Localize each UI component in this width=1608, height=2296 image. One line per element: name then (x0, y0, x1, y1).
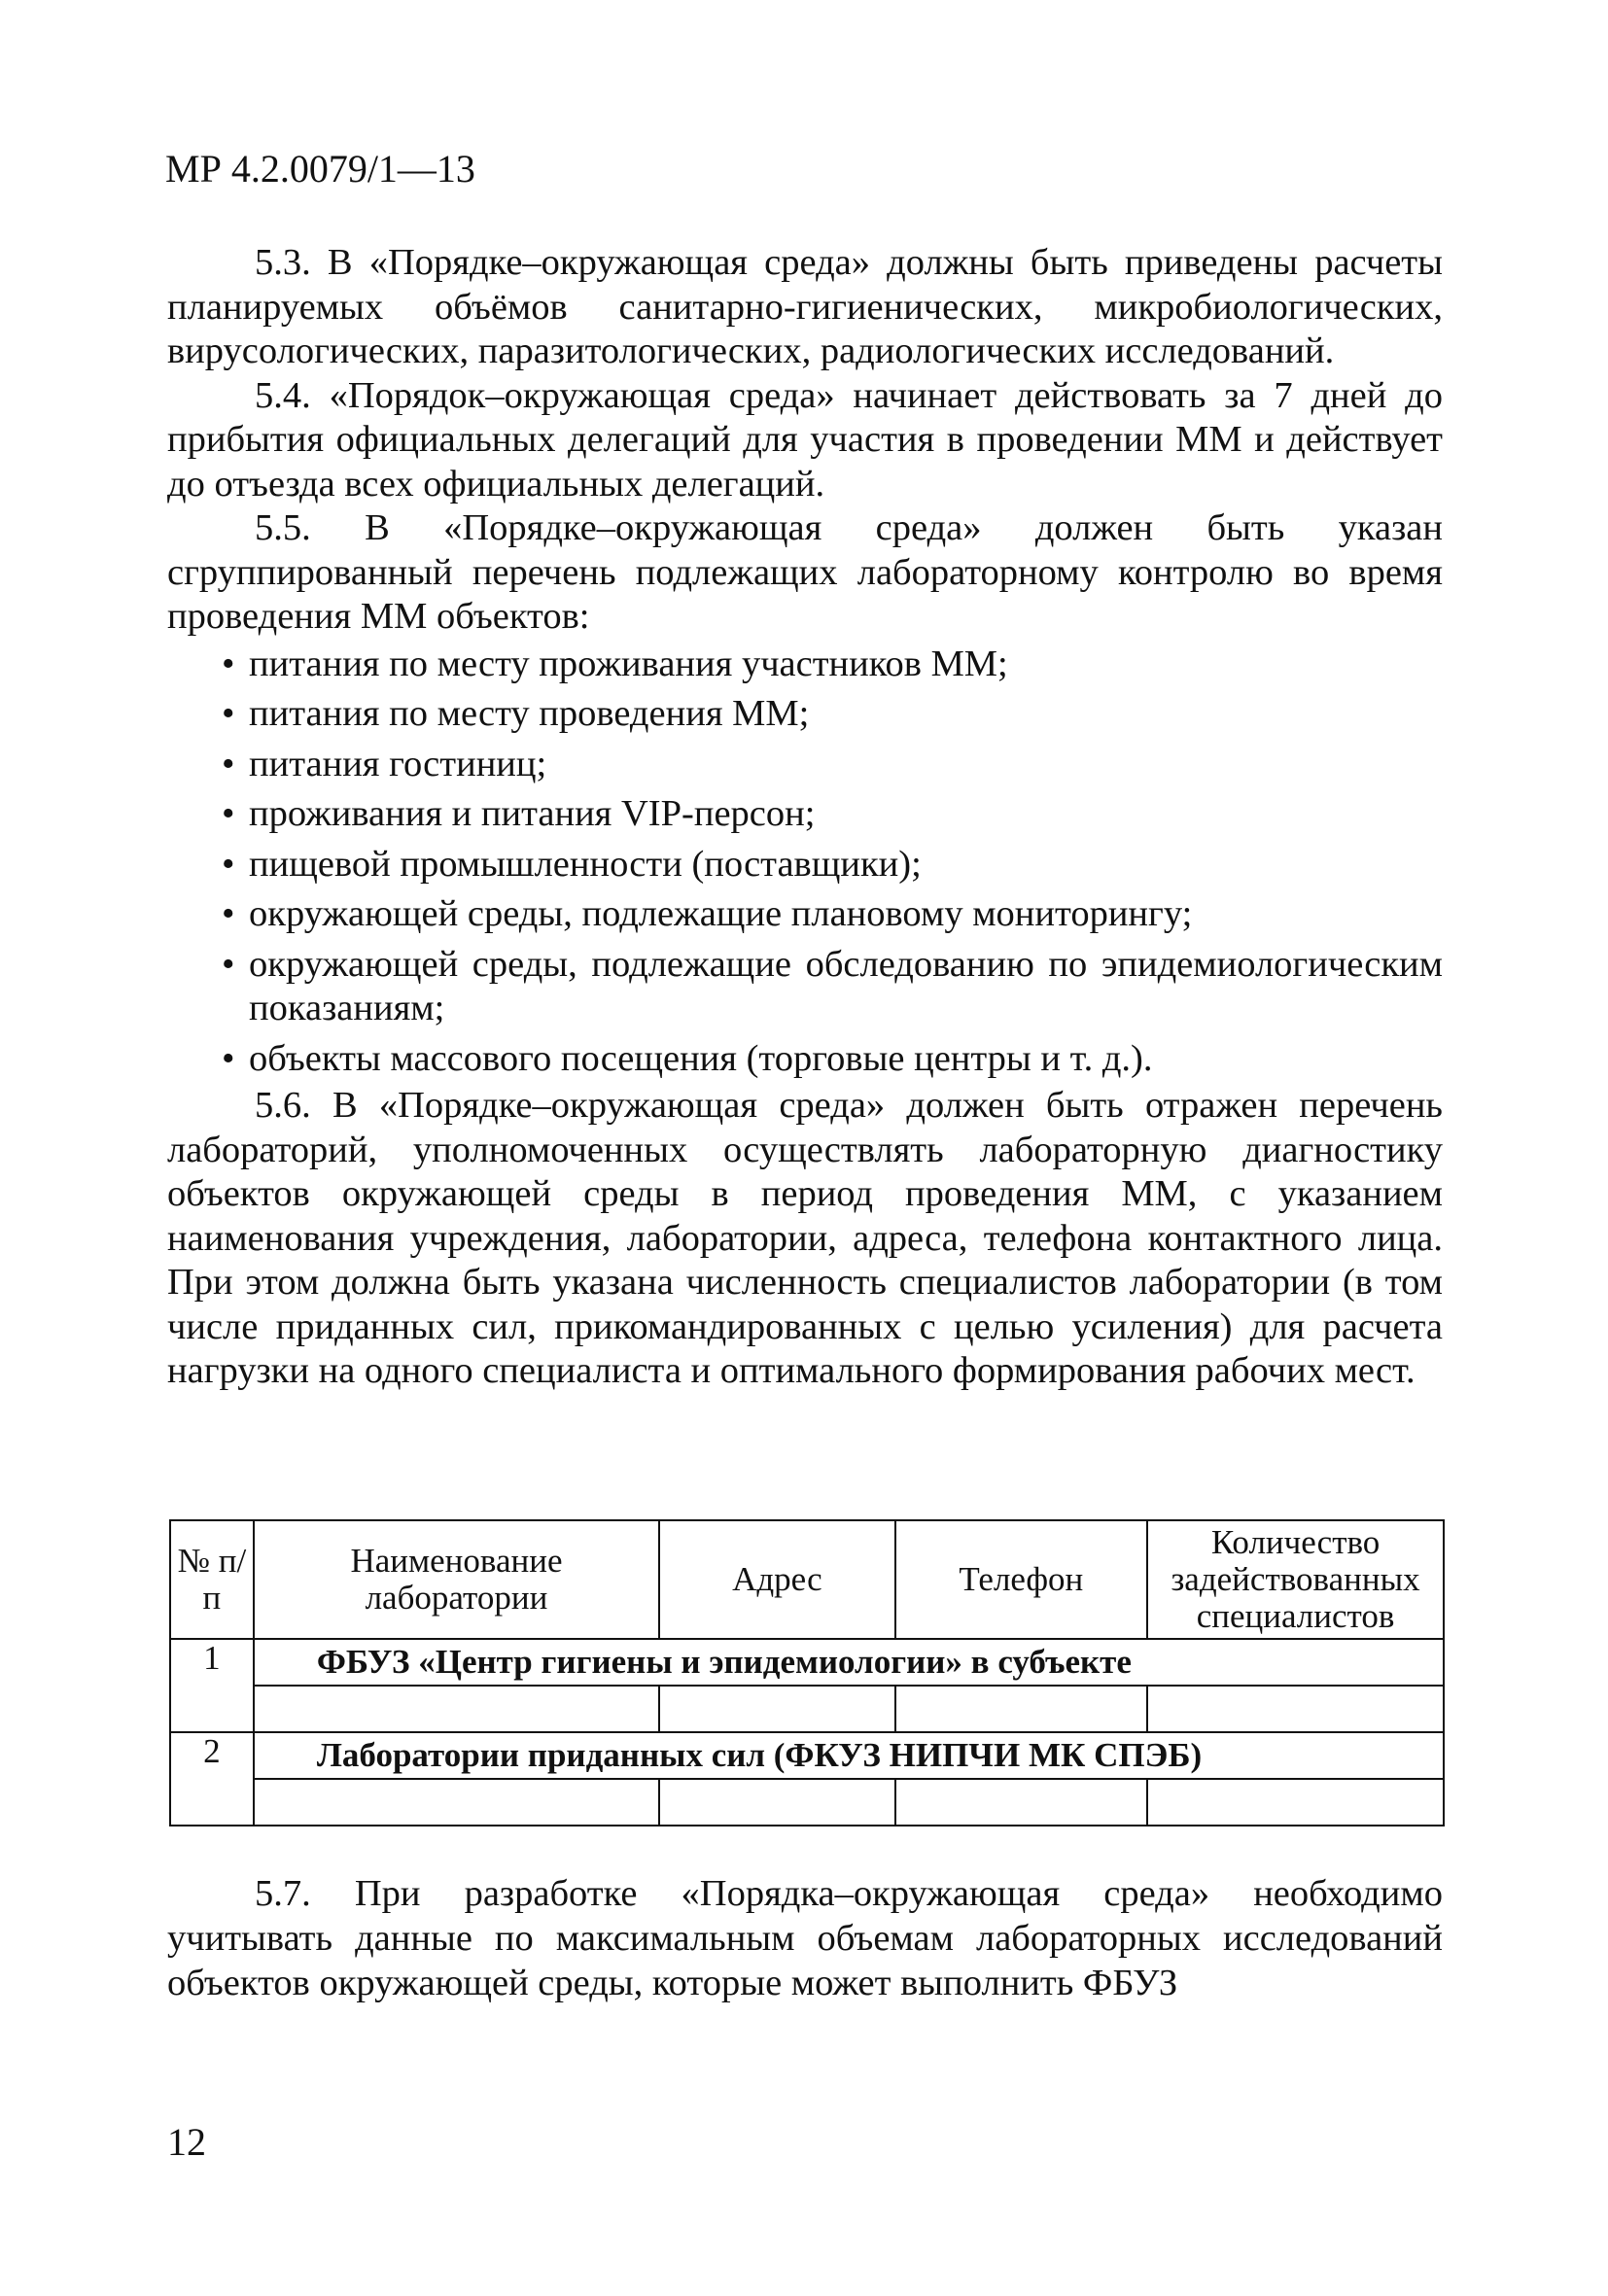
document-code: МР 4.2.0079/1—13 (165, 147, 475, 191)
empty-cell (1147, 1686, 1444, 1732)
laboratories-table (169, 1519, 1445, 1826)
row-number: 1 (170, 1639, 254, 1732)
body-text-continued (167, 1871, 1443, 2005)
table-header-row (170, 1520, 1444, 1639)
empty-cell (895, 1779, 1148, 1826)
table-row (170, 1639, 1444, 1686)
empty-cell (254, 1686, 659, 1732)
object-list (167, 640, 1443, 1085)
list-item: • питания по месту проведения ММ; (167, 689, 1443, 740)
body-text (167, 241, 1443, 1394)
empty-cell (659, 1779, 894, 1826)
list-item: • пищевой промышленности (поставщики); (167, 840, 1443, 890)
list-item: • окружающей среды, подлежащие плановому мониторингу; (167, 889, 1443, 940)
paragraph-5-6: 5.6. В «Порядке–окружающая среда» должен быть отражен перечень лабораторий, уполномоченных осуществлять лабораторную диагностику объектов окружающей среды в период проведения ММ, с указанием наименования учреждения, лаборатории, адреса, телефона контактного лица. При этом должна быть указана численность специалистов лаборатории (в том числе приданных сил, прикомандированных с целью усиления) для расчета нагрузки на одного специалиста и оптимального формирования рабочих мест. (167, 1085, 1443, 1391)
row-number: 2 (170, 1732, 254, 1826)
page-number: 12 (167, 2120, 206, 2164)
empty-cell (895, 1686, 1148, 1732)
empty-cell (1147, 1779, 1444, 1826)
header-address: Адрес (659, 1520, 894, 1639)
list-item: • питания по месту проживания участников ММ; (167, 640, 1443, 690)
header-number: № п/п (170, 1520, 254, 1639)
header-phone: Телефон (895, 1520, 1148, 1639)
paragraph-5-7: 5.7. При разработке «Порядка–окружающая среда» необходимо учитывать данные по максимальным объемам лабораторных исследований объектов окружающей среды, которые может выполнить ФБУЗ (167, 1873, 1443, 2003)
list-item: • объекты массового посещения (торговые центры и т. д.). (167, 1034, 1443, 1085)
group-title: ФБУЗ «Центр гигиены и эпидемиологии» в субъекте (254, 1639, 1444, 1686)
header-specialists-count: Количество задействованных специалистов (1147, 1520, 1444, 1639)
empty-cell (254, 1779, 659, 1826)
table-row (170, 1732, 1444, 1779)
empty-cell (659, 1686, 894, 1732)
paragraph-5-3: 5.3. В «Порядке–окружающая среда» должны быть приведены расчеты планируемых объёмов санитарно-гигиенических, микробиологических, вирусологических, паразитологических, радиологических исследований. (167, 242, 1443, 371)
paragraph-5-5: 5.5. В «Порядке–окружающая среда» должен быть указан сгруппированный перечень подлежащих лабораторному контролю во время проведения ММ объектов: (167, 507, 1443, 637)
list-item: • проживания и питания VIP-персон; (167, 789, 1443, 840)
group-title: Лаборатории приданных сил (ФКУЗ НИПЧИ МК СПЭБ) (254, 1732, 1444, 1779)
list-item: • питания гостиниц; (167, 740, 1443, 790)
table-row (170, 1779, 1444, 1826)
list-item: • окружающей среды, подлежащие обследованию по эпидемиологическим показаниям; (167, 940, 1443, 1034)
header-lab-name: Наименование лаборатории (254, 1520, 659, 1639)
table-row (170, 1686, 1444, 1732)
paragraph-5-4: 5.4. «Порядок–окружающая среда» начинает действовать за 7 дней до прибытия официальных делегаций для участия в проведении ММ и действует до отъезда всех официальных делегаций. (167, 374, 1443, 504)
